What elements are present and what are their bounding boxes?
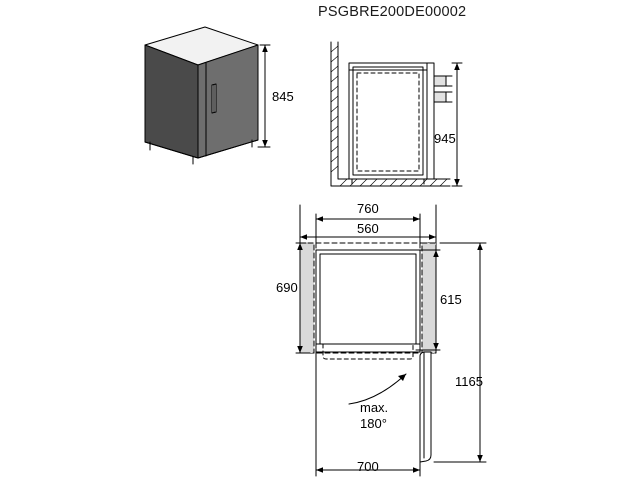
door-swing-annotation-line2: 180° — [360, 416, 387, 431]
perspective-view-group — [145, 27, 270, 164]
document-code-label: PSGBRE200DE00002 — [318, 4, 467, 20]
dimension-label-depth-945: 945 — [434, 131, 456, 146]
dimension-label-depth-615: 615 — [440, 292, 462, 307]
top-view-group — [296, 205, 486, 476]
door-swing-annotation — [360, 400, 388, 432]
dimension-label-width-560: 560 — [357, 221, 379, 236]
dimension-label-width-760: 760 — [357, 201, 379, 216]
dimension-label-depth-690: 690 — [276, 280, 298, 295]
dimension-label-width-700: 700 — [357, 459, 379, 474]
side-section-view-group — [331, 42, 462, 186]
dimension-label-height-845: 845 — [272, 89, 294, 104]
door-swing-annotation-line1: max. — [360, 400, 389, 415]
dimension-label-width-1165: 1165 — [455, 374, 483, 389]
